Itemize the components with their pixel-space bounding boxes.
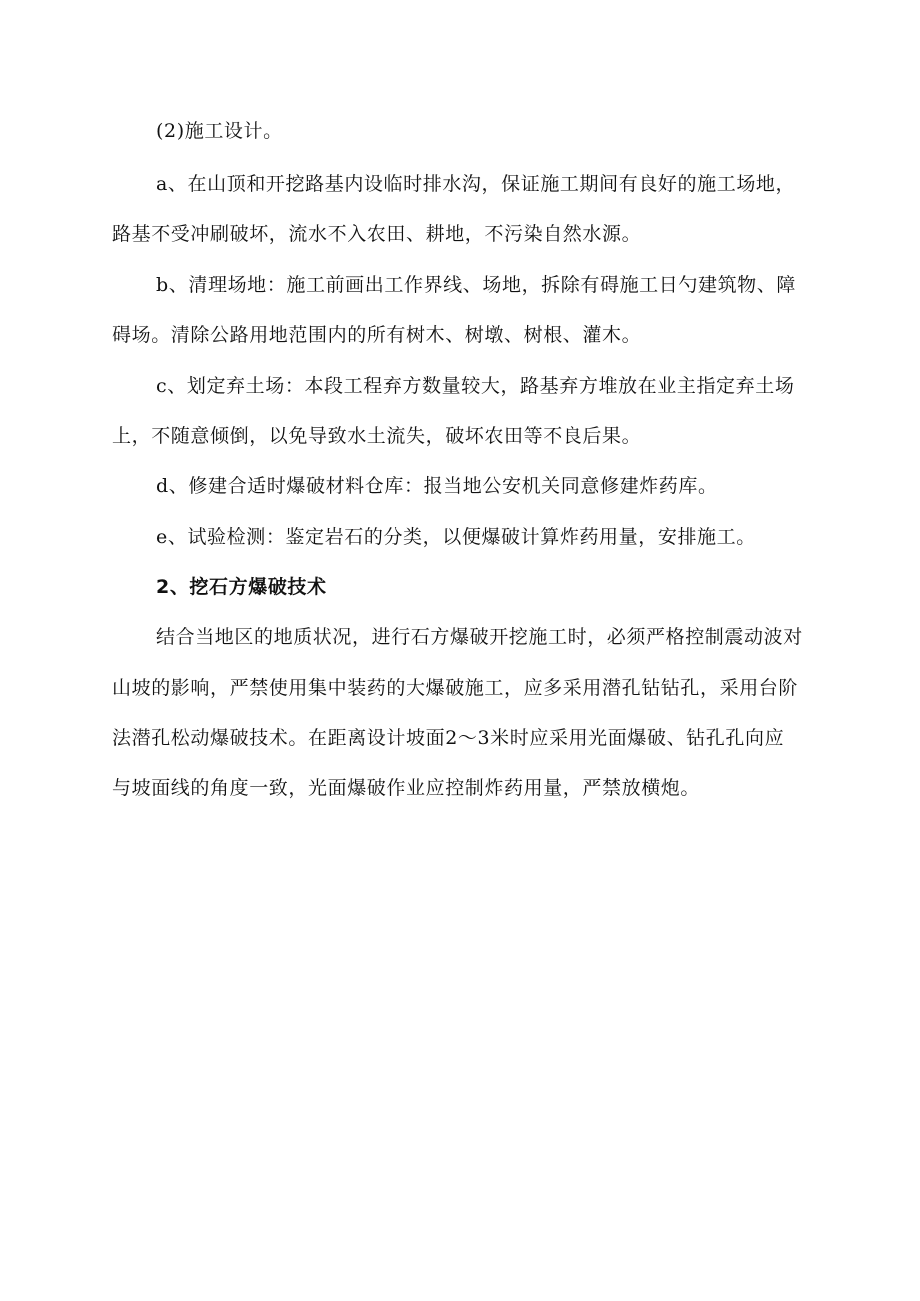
item-b-line-2: 碍场。清除公路用地范围内的所有树木、树墩、树根、灌木。: [112, 324, 642, 346]
section-2-heading: 2、挖石方爆破技术: [156, 576, 327, 598]
item-b-line-1: b、清理场地：施工前画出工作界线、场地，拆除有碍施工日勺建筑物、障: [156, 274, 796, 296]
item-a-line-2: 路基不受冲刷破坏，流水不入农田、耕地，不污染自然水源。: [112, 223, 642, 245]
section-2-line-2: 山坡的影响，严禁使用集中装药的大爆破施工，应多采用潜孔钻钻孔，采用台阶: [112, 677, 799, 699]
section-2-line-3: 法潜孔松动爆破技术。在距离设计坡面2～3米时应采用光面爆破、钻孔孔向应: [112, 727, 785, 749]
item-d: d、修建合适时爆破材料仓库：报当地公安机关同意修建炸药库。: [156, 475, 718, 497]
section-2-line-4: 与坡面线的角度一致，光面爆破作业应控制炸药用量，严禁放横炮。: [112, 777, 701, 799]
subsection-title: (2)施工设计。: [156, 120, 283, 142]
item-c-line-2: 上，不随意倾倒，以免导致水土流失，破坏农田等不良后果。: [112, 425, 642, 447]
item-a-line-1: a、在山顶和开挖路基内设临时排水沟，保证施工期间有良好的施工场地，: [156, 173, 796, 195]
section-2-line-1: 结合当地区的地质状况，进行石方爆破开挖施工时，必须严格控制震动波对: [156, 626, 803, 648]
item-e: e、试验检测：鉴定岩石的分类，以便爆破计算炸药用量，安排施工。: [156, 526, 756, 548]
item-c-line-1: c、划定弃土场：本段工程弃方数量较大，路基弃方堆放在业主指定弃土场: [156, 375, 795, 397]
